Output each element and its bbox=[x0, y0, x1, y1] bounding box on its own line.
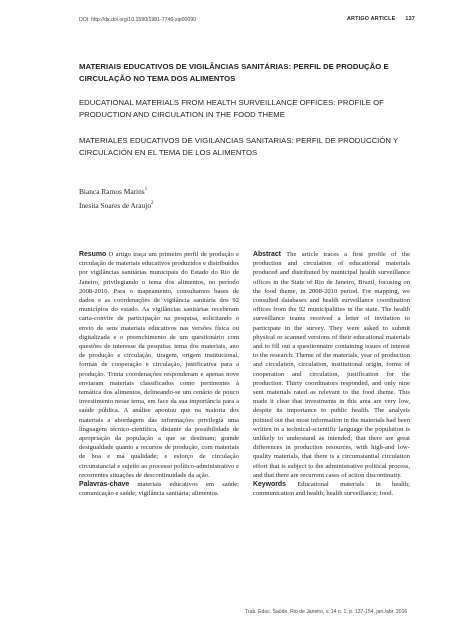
abstract-en-text: The article traces a first profile of the production and circulation of educational materials produced and distributed by municipal health surveillance offices in the State of Rio de Janeiro, Brazil, focusing on the food theme, in 2008-2010 period. For mapping, we consulted databases and health surveillance coordination offices from the 92 municipalities in the state. The health surveillance teams received a letter of invitation to participate in the survey. They were asked to submit physical or scanned versions of their educational materials and to fill out a questionnaire containing issues of interest to the research: Theme of the materials, year of production and circulation, circulation, institutional origin, forms of cooperation and circulation, justification for the production. Thirty coordinators responded, and only nine sent materials rated as relevant to the food theme. This made it clear that investments in this area are very low, despite its importance to public health. The analysis pointed out that most information in the materials had been written in a technical-scientific language the population is unlikely to understand as intended; that there are great differences in production resources, with high-and low-quality materials, that there is a circumstantial circulation effort that is subject to the administrative political process, and that there are recurrent cases of action discontinuity. bbox=[253, 251, 411, 479]
author-name: Bianca Ramos Marins bbox=[79, 187, 145, 196]
section-label: ARTIGO ARTICLE bbox=[346, 16, 396, 22]
title-spanish: MATERIALES EDUCATIVOS DE VIGILANCIAS SANITARIAS: PERFIL DE PRODUCCIÓN Y CIRCULACIÓN EN EL TEMA DE LOS ALIMENTOS bbox=[79, 136, 399, 158]
journal-citation-footer: Trab. Educ. Saúde, Rio de Janeiro, v. 14 n. 1, p. 137-154, jan./abr. 2016 bbox=[245, 609, 408, 615]
abstract-portuguese bbox=[79, 250, 239, 498]
page-number: 137 bbox=[405, 16, 415, 22]
author-affiliation: 2 bbox=[151, 200, 154, 206]
keywords-en-text: Educational materials in health; communication and health; health surveillance; food. bbox=[253, 481, 410, 498]
author-affiliation: 1 bbox=[144, 186, 148, 192]
author-name: Inesita Soares de Araujo bbox=[79, 201, 152, 210]
title-english: EDUCATIONAL MATERIALS FROM HEALTH SURVEILLANCE OFFICES: PROFILE OF PRODUCTION AND CIRCULATION IN THE FOOD THEME bbox=[79, 98, 384, 120]
keywords-pt bbox=[79, 480, 239, 498]
keywords-en bbox=[253, 480, 410, 498]
author-1 bbox=[79, 187, 147, 196]
author-2 bbox=[79, 201, 153, 210]
abstract-pt-text: O artigo traça um primeiro perfil de produção e circulação de materiais educativos produzidos e distribuídos por vigilâncias sanitárias municipais do Estado do Rio de Janeiro, privilegiando o tema dos alimentos, no período 2008-2010. Para o mapeamento, consultamos bases de dados e as coordenações de vigilância sanitária dos 92 municípios do estado. As vigilâncias sanitárias receberam carta-convite de participação na pesquisa, solicitando o envio de seus materiais educativos nas versões física ou digitalizada e o preenchimento de um questionário com questões de interesse da pesquisa: tema dos materiais, ano de produção e circulação, tiragem, origem institucional, formas de cooperação e circulação, justificativa para a produção. Trinta coordenações responderam e apenas nove enviaram materiais classificados como pertinentes à temática dos alimentos, delineando-se um cenário de pouco investimento nesse tema, em face da sua importância para a saúde pública. A análise apontou que na maioria dos materiais a abordagem das informações privilegia uma linguagem técnico-científica, distante da possibilidade de apropriação da população a que se destinam; grande desigualdade quanto a recursos de produção, com materiais de boa e má qualidade; e esforço de circulação circunstancial e sujeito ao processo político-administrativo e recorrentes situações de descontinuidade da ação. bbox=[79, 251, 239, 479]
abstract-pt-label: Resumo bbox=[79, 251, 107, 258]
abstract-pt-body bbox=[79, 250, 239, 480]
title-portuguese: MATERIAIS EDUCATIVOS DE VIGILÂNCIAS SANITÁRIAS: PERFIL DE PRODUÇÃO E CIRCULAÇÃO NO TEMA DOS ALIMENTOS bbox=[79, 62, 389, 84]
abstract-english bbox=[253, 250, 410, 498]
keywords-pt-label: Palavras-chave bbox=[79, 481, 130, 489]
doi-line: DOI: http://dx.doi.org/10.1590/1981-7746-sip00090 bbox=[79, 17, 197, 23]
article-header bbox=[347, 16, 415, 22]
abstract-en-label: Abstract bbox=[253, 251, 281, 258]
keywords-pt-text: materiais educativos em saúde; comunicação e saúde; vigilância sanitária; alimentos. bbox=[79, 481, 239, 498]
abstract-en-body bbox=[253, 250, 410, 480]
keywords-en-label: Keywords bbox=[253, 481, 286, 489]
